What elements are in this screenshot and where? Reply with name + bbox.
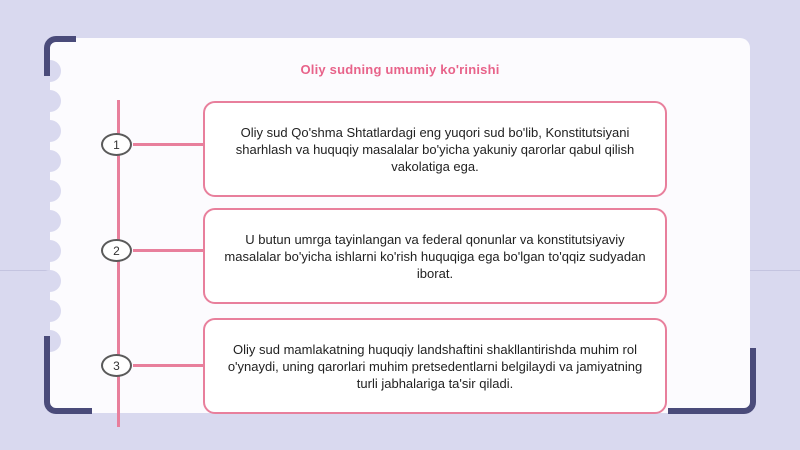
notebook-hole: [39, 300, 61, 322]
step-text: Oliy sud Qo'shma Shtatlardagi eng yuqori sud bo'lib, Konstitutsiyani sharhlash va huquqiy masalalar bo'yicha yakuniy qarorlar qabul qilish vakolatiga ega.: [235, 124, 635, 174]
notebook-hole: [39, 150, 61, 172]
step-number-badge: 2: [101, 239, 132, 262]
notebook-hole: [39, 120, 61, 142]
timeline-connector: [133, 143, 203, 146]
timeline-connector: [133, 249, 203, 252]
notebook-hole: [39, 240, 61, 262]
notebook-hole: [39, 90, 61, 112]
corner-bracket-bottom-right: [668, 348, 756, 414]
notebook-hole: [39, 180, 61, 202]
step-card: [203, 318, 667, 414]
timeline-connector: [133, 364, 203, 367]
step-number-badge: 1: [101, 133, 132, 156]
corner-bracket-top-left: [44, 36, 76, 76]
corner-bracket-bottom-left: [44, 336, 92, 414]
notebook-hole: [39, 270, 61, 292]
step-text: Oliy sud mamlakatning huquqiy landshaftini shakllantirishda muhim rol o'ynaydi, uning qarorlari muhim pretsedentlarni belgilaydi va jamiyatning turli jabhalariga ta'sir qiladi.: [227, 341, 643, 391]
notebook-hole: [39, 210, 61, 232]
step-card: [203, 101, 667, 197]
step-text: U butun umrga tayinlangan va federal qonunlar va konstitutsiyaviy masalalar bo'yicha ishlarni ko'rish huquqiga ega bo'lgan to'qqiz sudyadan iborat.: [224, 231, 646, 281]
step-card: [203, 208, 667, 304]
slide-title: Oliy sudning umumiy ko'rinishi: [300, 62, 500, 77]
step-number-badge: 3: [101, 354, 132, 377]
